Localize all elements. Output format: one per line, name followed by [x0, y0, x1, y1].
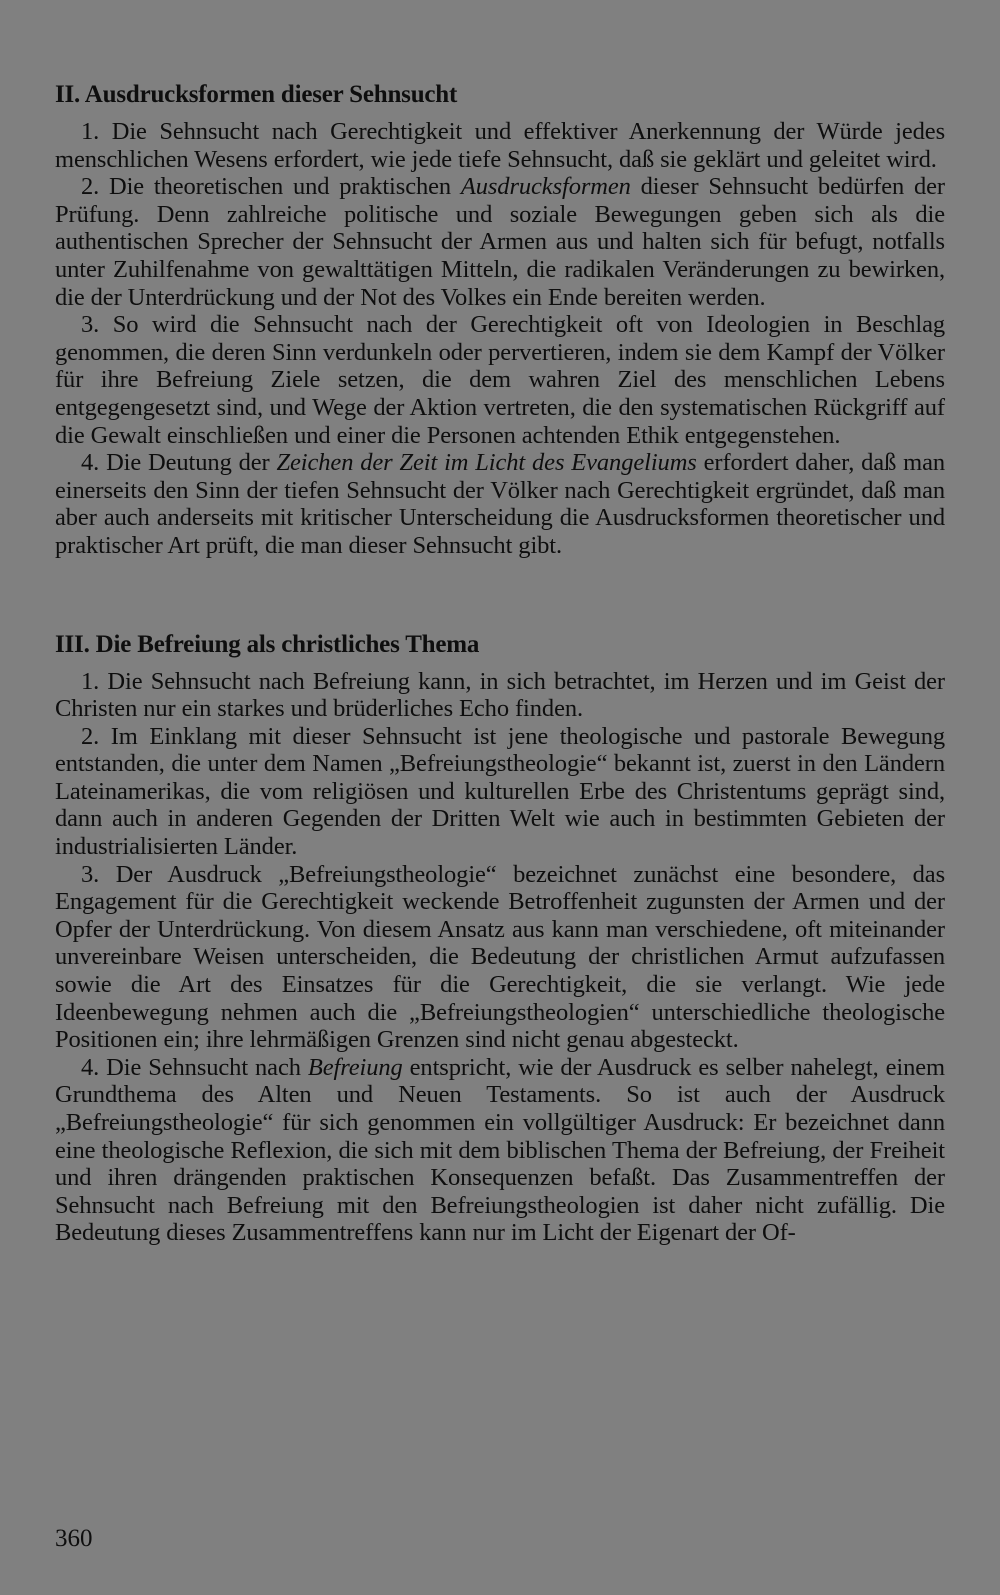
paragraph — [55, 861, 945, 1054]
paragraph — [55, 723, 945, 861]
paragraph-emphasis: Zeichen der Zeit im Licht des Evangeliums — [276, 449, 697, 477]
paragraph-text: Die theoretischen und praktischen — [99, 173, 461, 201]
paragraph — [55, 173, 945, 311]
paragraph-text: Die Sehnsucht nach Befreiung kann, in sich betrachtet, im Herzen und im Geist der Christen nur ein starkes und brüderliches Echo finden. — [55, 667, 945, 723]
paragraph-number: 3. — [81, 860, 100, 888]
paragraph-text: Der Ausdruck „Befreiungstheologie“ bezeichnet zunächst eine besondere, das Engagement für die Gerechtigkeit weckende Betroffenheit zugunsten der Armen und der Opfer der Unterdrückung. Von diesem Ansatz aus kann man verschiedene, oft miteinander unvereinbare Weisen unterscheiden, die Bedeutung der christlichen Armut aufzufassen sowie die Art des Einsatzes für die Gerechtigkeit, die sie verlangt. Wie jede Ideenbewegung nehmen auch die „Befreiungstheologien“ unterschiedliche theologische Positionen ein; ihre lehrmäßigen Grenzen sind nicht genau abgesteckt. — [55, 860, 945, 1054]
section-befreiung — [55, 628, 945, 1247]
paragraph — [55, 118, 945, 173]
section-ausdrucksformen — [55, 78, 945, 560]
paragraph — [55, 1054, 945, 1247]
paragraph — [55, 449, 945, 559]
paragraph-emphasis: Ausdrucksformen — [460, 173, 631, 201]
paragraph-text: dieser Sehnsucht bedürfen der Prüfung. Denn zahlreiche politische und soziale Bewegungen geben sich als die authentischen Sprecher der Sehnsucht der Armen aus und halten sich für befugt, notfalls unter Zuhilfenahme von gewalttätigen Mitteln, die radikalen Veränderungen zu bewirken, die der Unterdrückung und der Not des Volkes ein Ende bereiten werden. — [55, 173, 945, 311]
paragraph-number: 2. — [81, 173, 100, 201]
paragraph-number: 3. — [81, 311, 100, 339]
section-heading-3: III. Die Befreiung als christliches Thema — [55, 630, 480, 658]
paragraph-text: Die Sehnsucht nach — [99, 1053, 308, 1081]
paragraph-number: 4. — [81, 1053, 100, 1081]
paragraph-number: 1. — [81, 118, 100, 145]
paragraph-text: Die Deutung der — [99, 449, 277, 477]
paragraph-text: Die Sehnsucht nach Gerechtigkeit und effektiver Anerkennung der Würde jedes menschlichen Wesens erfordert, wie jede tiefe Sehnsucht, daß sie geklärt und geleitet wird. — [55, 118, 945, 173]
paragraph — [55, 668, 945, 723]
paragraph-text: Im Einklang mit dieser Sehnsucht ist jene theologische und pastorale Bewegung entstanden, die unter dem Namen „Befreiungstheologie“ bekannt ist, zuerst in den Ländern Lateinamerikas, die vom religiösen und kulturellen Erbe des Christentums geprägt sind, dann auch in anderen Gegenden der Dritten Welt wie auch in bestimmten Gebieten der industrialisierten Länder. — [55, 722, 945, 861]
paragraph — [55, 311, 945, 449]
paragraph-number: 4. — [81, 449, 100, 477]
paragraph-number: 2. — [81, 722, 100, 750]
section-spacer — [55, 560, 945, 628]
paragraph-number: 1. — [81, 667, 100, 695]
document-page — [55, 78, 945, 1247]
page-number: 360 — [55, 1525, 93, 1552]
section-2-body — [55, 118, 945, 560]
section-3-body — [55, 668, 945, 1247]
paragraph-text: erfordert daher, daß man einerseits den Sinn der tiefen Sehnsucht der Völker nach Gerechtigkeit ergründet, daß man aber auch anderseits mit kritischer Unterscheidung die Ausdrucksformen theoretischer und praktischer Art prüft, die man dieser Sehnsucht gibt. — [55, 449, 945, 559]
paragraph-text: entspricht, wie der Ausdruck es selber nahelegt, einem Grundthema des Alten und Neuen Testaments. So ist auch der Ausdruck „Befreiungstheologie“ für sich genommen ein vollgültiger Ausdruck: Er bezeichnet dann eine theologische Reflexion, die sich mit dem biblischen Thema der Befreiung, der Freiheit und ihren drängenden praktischen Konsequenzen befaßt. Das Zusammentreffen der Sehnsucht nach Befreiung mit den Befreiungstheologien ist daher nicht zufällig. Die Bedeutung dieses Zusammentreffens kann nur im Licht der Eigenart der Of- — [55, 1053, 946, 1247]
paragraph-text: So wird die Sehnsucht nach der Gerechtigkeit oft von Ideologien in Beschlag genommen, die deren Sinn verdunkeln oder pervertieren, indem sie dem Kampf der Völker für ihre Befreiung Ziele setzen, die dem wahren Ziel des menschlichen Lebens entgegengesetzt sind, und Wege der Aktion vertreten, die den systematischen Rückgriff auf die Gewalt einschließen und einer die Personen achtenden Ethik entgegenstehen. — [55, 311, 945, 449]
section-heading-2: II. Ausdrucksformen dieser Sehnsucht — [55, 81, 458, 108]
paragraph-emphasis: Befreiung — [307, 1053, 403, 1081]
